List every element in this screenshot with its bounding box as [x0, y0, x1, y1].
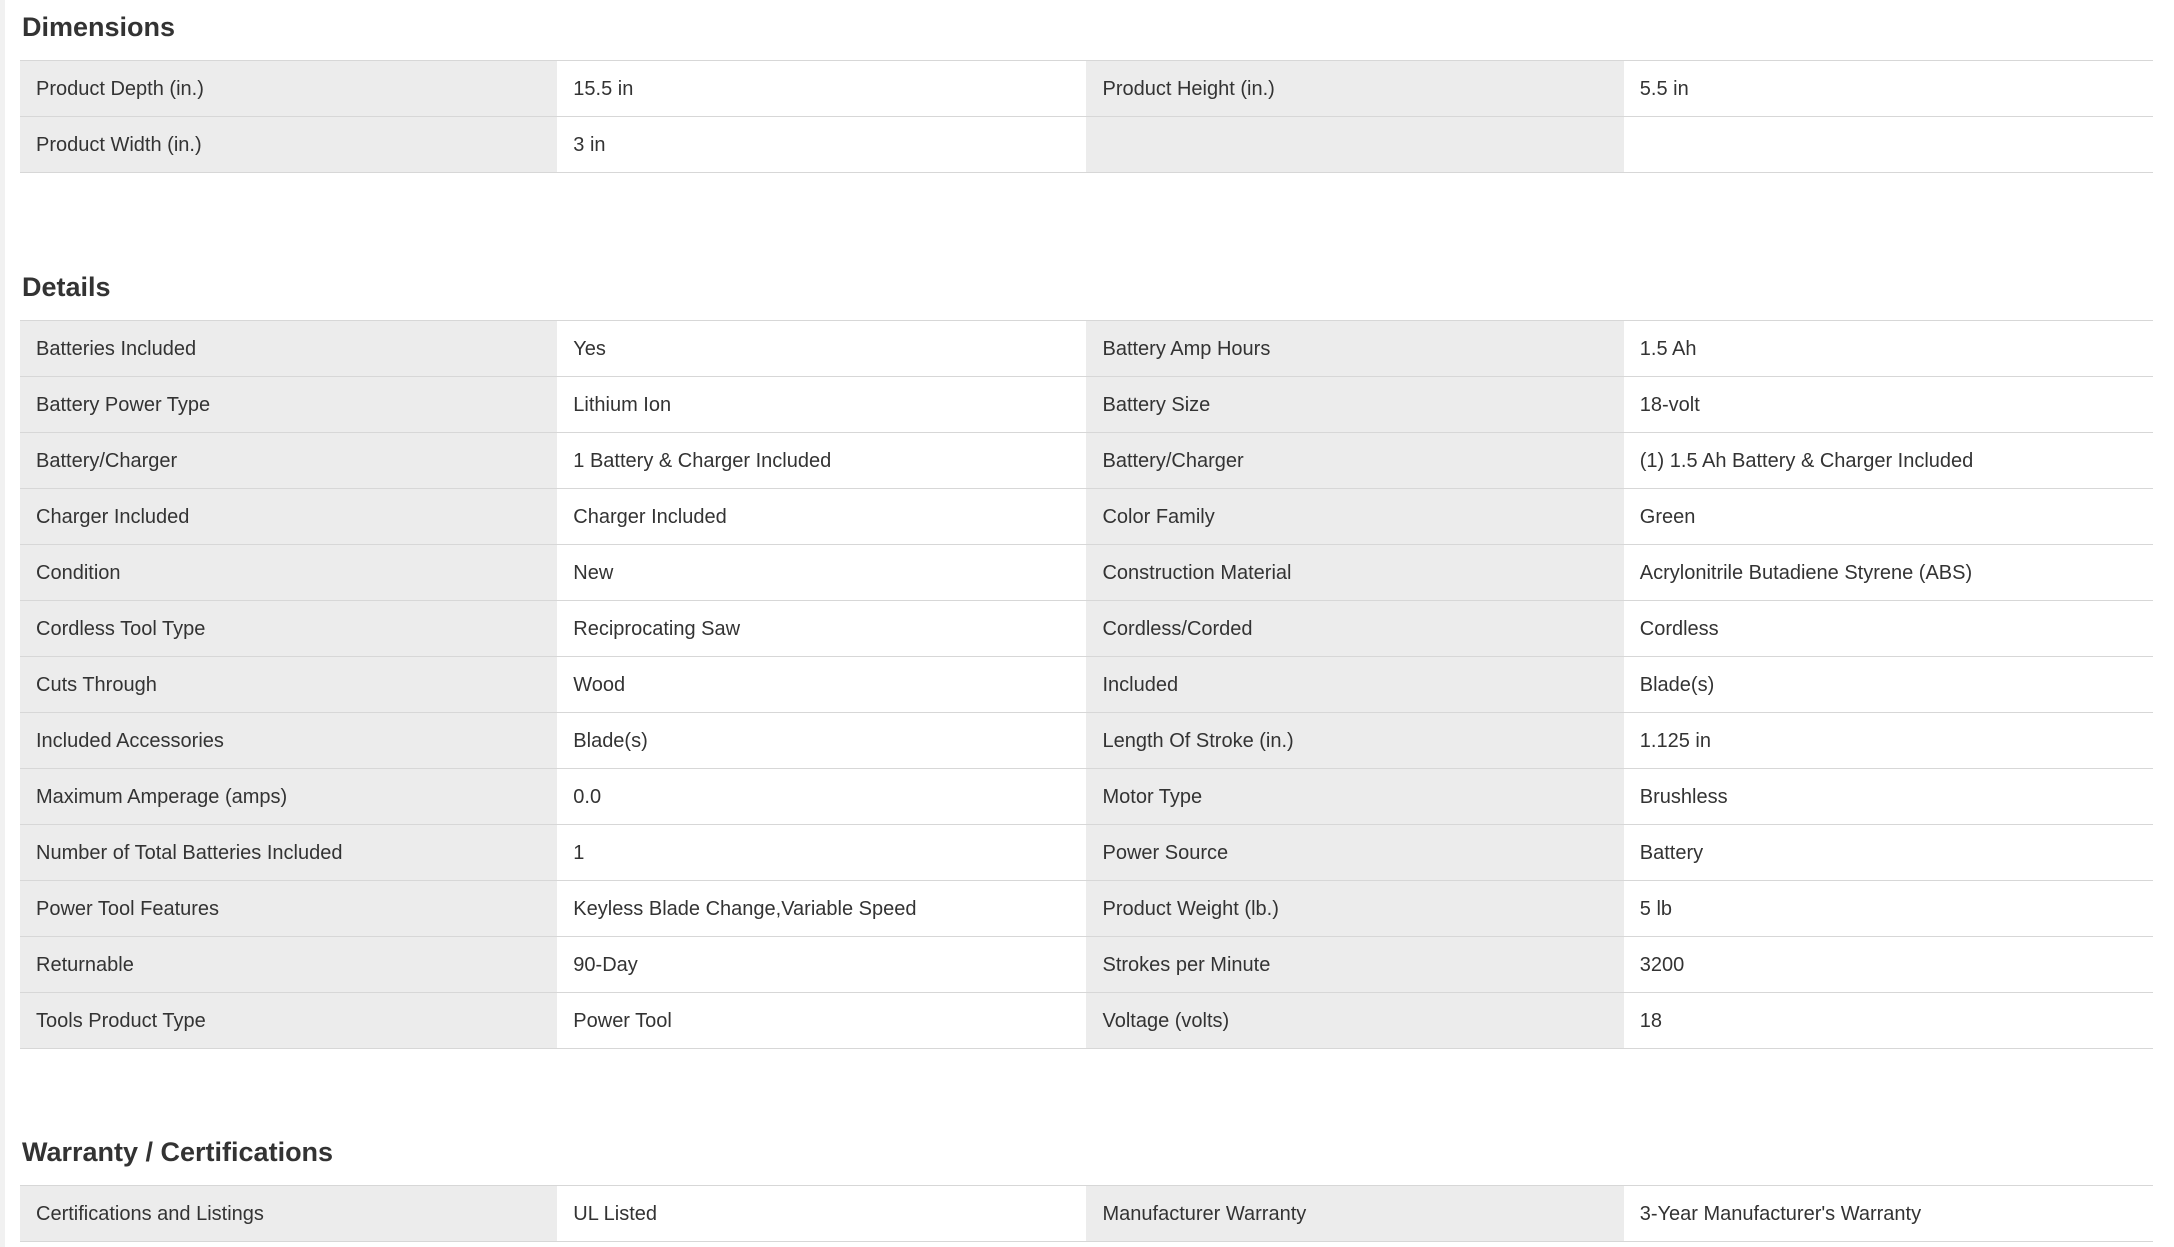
spec-value: 5 lb [1624, 881, 2153, 937]
spec-value: (1) 1.5 Ah Battery & Charger Included [1624, 433, 2153, 489]
spec-value: 90-Day [557, 937, 1086, 993]
spec-row [20, 117, 2153, 173]
spec-value: Wood [557, 657, 1086, 713]
spec-value: Blade(s) [557, 713, 1086, 769]
spec-label: Motor Type [1086, 769, 1623, 825]
spec-value: 3-Year Manufacturer's Warranty [1624, 1186, 2153, 1242]
spec-row [20, 993, 2153, 1049]
section-title-warranty-certifications: Warranty / Certifications [22, 1137, 334, 1167]
spec-value: 1.125 in [1624, 713, 2153, 769]
spec-label: Battery Amp Hours [1086, 321, 1623, 377]
spec-value: UL Listed [557, 1186, 1086, 1242]
dimensions-table [20, 60, 2153, 173]
spec-label: Product Weight (lb.) [1086, 881, 1623, 937]
spec-value: Blade(s) [1624, 657, 2153, 713]
spec-label: Product Depth (in.) [20, 61, 557, 117]
section-dimensions [20, 10, 2153, 173]
spec-value: 1.5 Ah [1624, 321, 2153, 377]
spec-value: 5.5 in [1624, 61, 2153, 117]
spec-value: New [557, 545, 1086, 601]
spec-value: Keyless Blade Change,Variable Speed [557, 881, 1086, 937]
spec-label: Condition [20, 545, 557, 601]
spec-label: Number of Total Batteries Included [20, 825, 557, 881]
section-warranty-certifications [20, 1135, 2153, 1242]
spec-label: Included Accessories [20, 713, 557, 769]
spec-value: 1 Battery & Charger Included [557, 433, 1086, 489]
spec-value: Reciprocating Saw [557, 601, 1086, 657]
spec-label: Construction Material [1086, 545, 1623, 601]
spec-value: 3 in [557, 117, 1086, 173]
spec-value: Cordless [1624, 601, 2153, 657]
spec-row [20, 1186, 2153, 1242]
section-title-dimensions: Dimensions [22, 12, 176, 42]
spec-value: Power Tool [557, 993, 1086, 1049]
spec-row [20, 433, 2153, 489]
spec-row [20, 377, 2153, 433]
spec-label: Cordless/Corded [1086, 601, 1623, 657]
spec-label: Certifications and Listings [20, 1186, 557, 1242]
spec-label: Battery/Charger [1086, 433, 1623, 489]
spec-label: Product Width (in.) [20, 117, 557, 173]
spec-value: Charger Included [557, 489, 1086, 545]
spec-row [20, 825, 2153, 881]
spec-value: Green [1624, 489, 2153, 545]
spec-row [20, 937, 2153, 993]
spec-label: Cuts Through [20, 657, 557, 713]
spec-row [20, 657, 2153, 713]
spec-value: 3200 [1624, 937, 2153, 993]
spec-value: Acrylonitrile Butadiene Styrene (ABS) [1624, 545, 2153, 601]
spec-label: Color Family [1086, 489, 1623, 545]
spec-label: Maximum Amperage (amps) [20, 769, 557, 825]
spec-value: Yes [557, 321, 1086, 377]
spec-value: Lithium Ion [557, 377, 1086, 433]
details-table [20, 320, 2153, 1049]
spec-label: Power Tool Features [20, 881, 557, 937]
spec-row [20, 881, 2153, 937]
spec-label: Battery Power Type [20, 377, 557, 433]
spec-label: Charger Included [20, 489, 557, 545]
spec-row [20, 601, 2153, 657]
spec-label: Strokes per Minute [1086, 937, 1623, 993]
spec-row [20, 713, 2153, 769]
spec-label: Battery Size [1086, 377, 1623, 433]
warranty-table [20, 1185, 2153, 1242]
page-left-edge [0, 0, 5, 1247]
spec-value: 15.5 in [557, 61, 1086, 117]
spec-label: Batteries Included [20, 321, 557, 377]
spec-label: Included [1086, 657, 1623, 713]
spec-value: Brushless [1624, 769, 2153, 825]
spec-value: Battery [1624, 825, 2153, 881]
spec-row [20, 61, 2153, 117]
spec-value: 0.0 [557, 769, 1086, 825]
spec-label [1086, 117, 1623, 173]
spec-label: Product Height (in.) [1086, 61, 1623, 117]
spec-row [20, 769, 2153, 825]
spec-label: Power Source [1086, 825, 1623, 881]
spec-label: Tools Product Type [20, 993, 557, 1049]
spec-label: Length Of Stroke (in.) [1086, 713, 1623, 769]
section-title-details: Details [22, 272, 111, 302]
spec-value [1624, 117, 2153, 173]
spec-label: Manufacturer Warranty [1086, 1186, 1623, 1242]
spec-row [20, 489, 2153, 545]
spec-value: 18 [1624, 993, 2153, 1049]
spec-row [20, 321, 2153, 377]
spec-label: Battery/Charger [20, 433, 557, 489]
spec-row [20, 545, 2153, 601]
spec-value: 18-volt [1624, 377, 2153, 433]
spec-value: 1 [557, 825, 1086, 881]
specifications-content [20, 10, 2153, 1242]
spec-label: Voltage (volts) [1086, 993, 1623, 1049]
spec-label: Cordless Tool Type [20, 601, 557, 657]
spec-label: Returnable [20, 937, 557, 993]
section-details [20, 270, 2153, 1049]
